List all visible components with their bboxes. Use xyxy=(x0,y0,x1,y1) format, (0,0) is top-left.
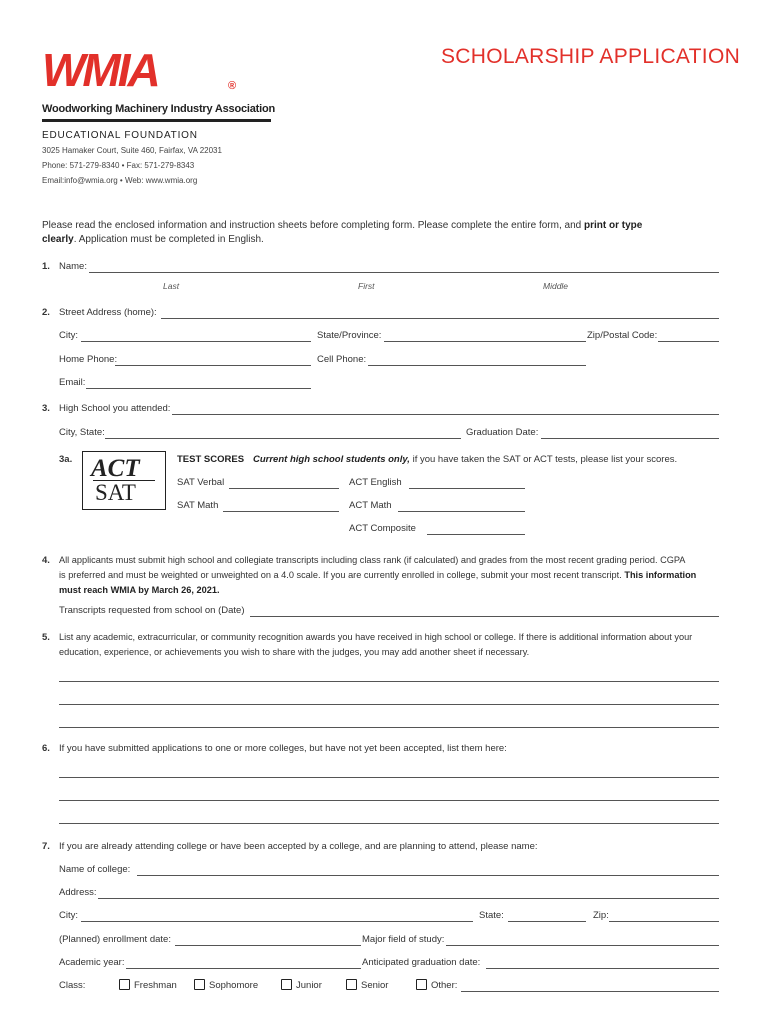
sat-logo-text: SAT xyxy=(95,480,136,505)
sophomore-label: Sophomore xyxy=(209,980,259,991)
college-city-label: City: xyxy=(59,910,78,921)
graduation-date-label: Graduation Date: xyxy=(466,427,539,438)
q7-number: 7. xyxy=(42,841,50,852)
q4-number: 4. xyxy=(42,555,50,566)
sat-verbal-field[interactable] xyxy=(229,488,339,489)
colleges-line-3[interactable] xyxy=(59,823,719,824)
name-last-caption: Last xyxy=(163,281,180,291)
other-field[interactable] xyxy=(461,991,719,992)
svg-text:WMIA: WMIA xyxy=(42,48,158,96)
home-phone-field[interactable] xyxy=(115,365,311,366)
colleges-line-2[interactable] xyxy=(59,800,719,801)
logo-underline xyxy=(42,119,271,122)
wmia-logo xyxy=(42,48,242,100)
q3a-number: 3a. xyxy=(59,454,73,465)
high-school-field[interactable] xyxy=(172,414,719,415)
state-label: State/Province: xyxy=(317,330,382,341)
cell-phone-field[interactable] xyxy=(368,365,586,366)
academic-year-label: Academic year: xyxy=(59,957,125,968)
name-first-caption: First xyxy=(358,281,375,291)
intro-line1: Please read the enclosed information and instruction sheets before completing form. Please complete the entire form, and print or type xyxy=(42,220,643,231)
college-name-label: Name of college: xyxy=(59,864,131,875)
cell-phone-label: Cell Phone: xyxy=(317,354,367,365)
enrollment-date-field[interactable] xyxy=(175,945,361,946)
zip-field[interactable] xyxy=(658,341,719,342)
foundation-name: EDUCATIONAL FOUNDATION xyxy=(42,130,198,141)
test-scores-note: Current high school students only, if you have taken the SAT or ACT tests, please list your scores. xyxy=(253,454,678,465)
academic-year-field[interactable] xyxy=(126,968,361,969)
college-address-field[interactable] xyxy=(98,898,719,899)
senior-checkbox[interactable] xyxy=(346,979,357,990)
street-label: Street Address (home): xyxy=(59,307,157,318)
q7-label: If you are already attending college or have been accepted by a college, and are planning to attend, please name: xyxy=(59,841,538,852)
q2-number: 2. xyxy=(42,307,50,318)
college-state-label: State: xyxy=(479,910,504,921)
anticipated-grad-field[interactable] xyxy=(486,968,719,969)
junior-label: Junior xyxy=(296,980,322,991)
hs-city-state-label: City, State: xyxy=(59,427,105,438)
freshman-label: Freshman xyxy=(134,980,177,991)
transcripts-requested-label: Transcripts requested from school on (Date) xyxy=(59,605,245,616)
q4-deadline: must reach WMIA by March 26, 2021. xyxy=(59,585,220,595)
senior-label: Senior xyxy=(361,980,389,991)
foundation-address: 3025 Hamaker Court, Suite 460, Fairfax, VA 22031 xyxy=(42,146,222,155)
sat-math-label: SAT Math xyxy=(177,500,219,511)
awards-line-3[interactable] xyxy=(59,727,719,728)
college-name-field[interactable] xyxy=(137,875,719,876)
class-label: Class: xyxy=(59,980,86,991)
email-label: Email: xyxy=(59,377,86,388)
q3-number: 3. xyxy=(42,403,50,414)
graduation-date-field[interactable] xyxy=(541,438,719,439)
enrollment-date-label: (Planned) enrollment date: xyxy=(59,934,171,945)
q5-line1: List any academic, extracurricular, or community recognition awards you have received in high school or college. If there is additional information about your xyxy=(59,632,693,642)
other-label: Other: xyxy=(431,980,458,991)
foundation-phone: Phone: 571-279-8340 • Fax: 571-279-8343 xyxy=(42,161,195,170)
test-scores-heading: TEST SCORES xyxy=(177,454,245,465)
sophomore-checkbox[interactable] xyxy=(194,979,205,990)
city-label: City: xyxy=(59,330,78,341)
act-composite-field[interactable] xyxy=(427,534,525,535)
high-school-label: High School you attended: xyxy=(59,403,171,414)
name-label: Name: xyxy=(59,261,87,272)
act-english-label: ACT English xyxy=(349,477,402,488)
college-address-label: Address: xyxy=(59,887,97,898)
awards-line-2[interactable] xyxy=(59,704,719,705)
college-state-field[interactable] xyxy=(508,921,586,922)
email-field[interactable] xyxy=(86,388,311,389)
anticipated-grad-label: Anticipated graduation date: xyxy=(362,957,481,968)
registered-mark: ® xyxy=(228,80,237,92)
act-math-label: ACT Math xyxy=(349,500,392,511)
q4-line2: is preferred and must be weighted or unweighted on a 4.0 scale. If you are currently enrolled in college, submit your most recent transcript. This information xyxy=(59,570,697,580)
act-composite-label: ACT Composite xyxy=(349,523,416,534)
home-phone-label: Home Phone: xyxy=(59,354,118,365)
city-field[interactable] xyxy=(81,341,311,342)
q6-label: If you have submitted applications to one or more colleges, but have not yet been accepted, list them here: xyxy=(59,743,507,754)
name-middle-caption: Middle xyxy=(543,281,569,291)
junior-checkbox[interactable] xyxy=(281,979,292,990)
sat-math-field[interactable] xyxy=(223,511,339,512)
foundation-email: Email:info@wmia.org • Web: www.wmia.org xyxy=(42,176,198,185)
college-zip-label: Zip: xyxy=(593,910,609,921)
other-checkbox[interactable] xyxy=(416,979,427,990)
state-field[interactable] xyxy=(384,341,586,342)
q4-line1: All applicants must submit high school and collegiate transcripts including class rank (if calculated) and grades from the most recent grading period. CGPA xyxy=(59,555,686,565)
q5-line2: education, experience, or achievements you wish to share with the judges, you may add another sheet if necessary. xyxy=(59,647,530,657)
page-title: SCHOLARSHIP APPLICATION xyxy=(441,45,741,68)
association-name: Woodworking Machinery Industry Association xyxy=(42,103,276,115)
name-field[interactable] xyxy=(89,272,719,273)
street-field[interactable] xyxy=(161,318,719,319)
act-english-field[interactable] xyxy=(409,488,525,489)
intro-line2: clearly. Application must be completed in English. xyxy=(42,234,264,245)
college-city-field[interactable] xyxy=(81,921,473,922)
q6-number: 6. xyxy=(42,743,50,754)
sat-verbal-label: SAT Verbal xyxy=(177,477,225,488)
major-label: Major field of study: xyxy=(362,934,445,945)
act-sat-logo xyxy=(82,451,166,510)
college-zip-field[interactable] xyxy=(609,921,719,922)
q5-number: 5. xyxy=(42,632,50,643)
colleges-line-1[interactable] xyxy=(59,777,719,778)
major-field[interactable] xyxy=(446,945,719,946)
act-math-field[interactable] xyxy=(398,511,525,512)
act-logo-text: ACT xyxy=(91,455,140,482)
hs-city-state-field[interactable] xyxy=(105,438,461,439)
awards-line-1[interactable] xyxy=(59,681,719,682)
transcripts-requested-field[interactable] xyxy=(250,616,719,617)
freshman-checkbox[interactable] xyxy=(119,979,130,990)
zip-label: Zip/Postal Code: xyxy=(587,330,658,341)
q1-number: 1. xyxy=(42,261,50,272)
